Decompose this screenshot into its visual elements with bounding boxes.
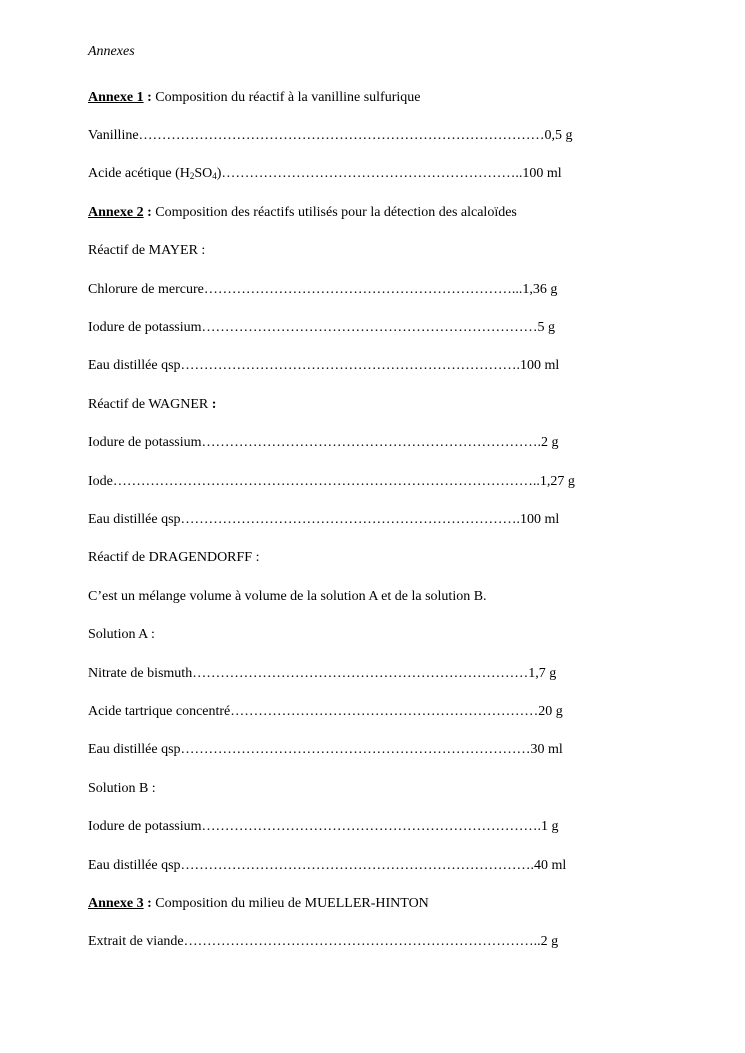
annexe-3-row-extrait: Extrait de viande…………………………………………………………………..2 g — [88, 934, 559, 949]
annexe-1-title: Composition du réactif à la vanilline sulfurique — [151, 90, 421, 105]
formula-prefix: Acide acétique (H — [88, 166, 190, 181]
wagner-title-colon: : — [208, 397, 217, 412]
mayer-row-eau: Eau distillée qsp……………………………………………………………….100 ml — [88, 358, 560, 373]
formula-subscript-2: 2 — [189, 171, 195, 181]
wagner-row-iodure: Iodure de potassium……………………………………………………………….2 g — [88, 435, 559, 450]
mayer-row-iodure: Iodure de potassium………………………………………………………………5 g — [88, 320, 556, 335]
mayer-row-chlorure: Chlorure de mercure…………………………………………………………...1,36 g — [88, 282, 558, 297]
wagner-title — [88, 396, 216, 414]
annexe-3-title: Composition du milieu de MUELLER-HINTON — [151, 896, 429, 911]
annexe-1-heading — [88, 89, 420, 107]
solution-a-title: Solution A : — [88, 627, 155, 642]
annexe-3-heading — [88, 895, 429, 913]
dragendorff-description: C’est un mélange volume à volume de la solution A et de la solution B. — [88, 589, 487, 604]
dragendorff-title: Réactif de DRAGENDORFF : — [88, 550, 260, 565]
annexe-1-row-acide-acetique — [88, 165, 562, 183]
solution-b-row-iodure: Iodure de potassium……………………………………………………………….1 g — [88, 819, 559, 834]
solution-b-row-eau: Eau distillée qsp………………………………………………………………….40 ml — [88, 858, 567, 873]
wagner-title-text: Réactif de WAGNER — [88, 397, 209, 412]
annexe-3-colon: : — [143, 896, 152, 911]
annexe-1-label: Annexe 1 — [88, 90, 144, 105]
annexe-3-label: Annexe 3 — [88, 896, 144, 911]
formula-middle: SO — [194, 166, 213, 181]
formula-suffix: )………………………………………………………..100 ml — [216, 166, 562, 181]
annexe-2-label: Annexe 2 — [88, 205, 144, 220]
formula-subscript-4: 4 — [212, 171, 217, 181]
mayer-title: Réactif de MAYER : — [88, 243, 206, 258]
annexe-1-colon: : — [143, 90, 152, 105]
solution-a-row-nitrate: Nitrate de bismuth………………………………………………………………1,7 g — [88, 666, 557, 681]
annexe-2-title: Composition des réactifs utilisés pour la détection des alcaloïdes — [151, 205, 517, 220]
solution-b-title: Solution B : — [88, 781, 156, 796]
wagner-row-eau: Eau distillée qsp……………………………………………………………….100 ml — [88, 512, 560, 527]
annexe-2-heading — [88, 204, 517, 222]
solution-a-row-eau: Eau distillée qsp…………………………………………………………………30 ml — [88, 742, 563, 757]
solution-a-row-acide: Acide tartrique concentré…………………………………………………………20 g — [88, 704, 563, 719]
annexe-2-colon: : — [143, 205, 152, 220]
annexe-1-row-vanilline: Vanilline……………………………………………………………………………0,5 g — [88, 128, 573, 143]
page-header: Annexes — [88, 44, 135, 59]
wagner-row-iode: Iode………………………………………………………………………………..1,27 g — [88, 474, 575, 489]
